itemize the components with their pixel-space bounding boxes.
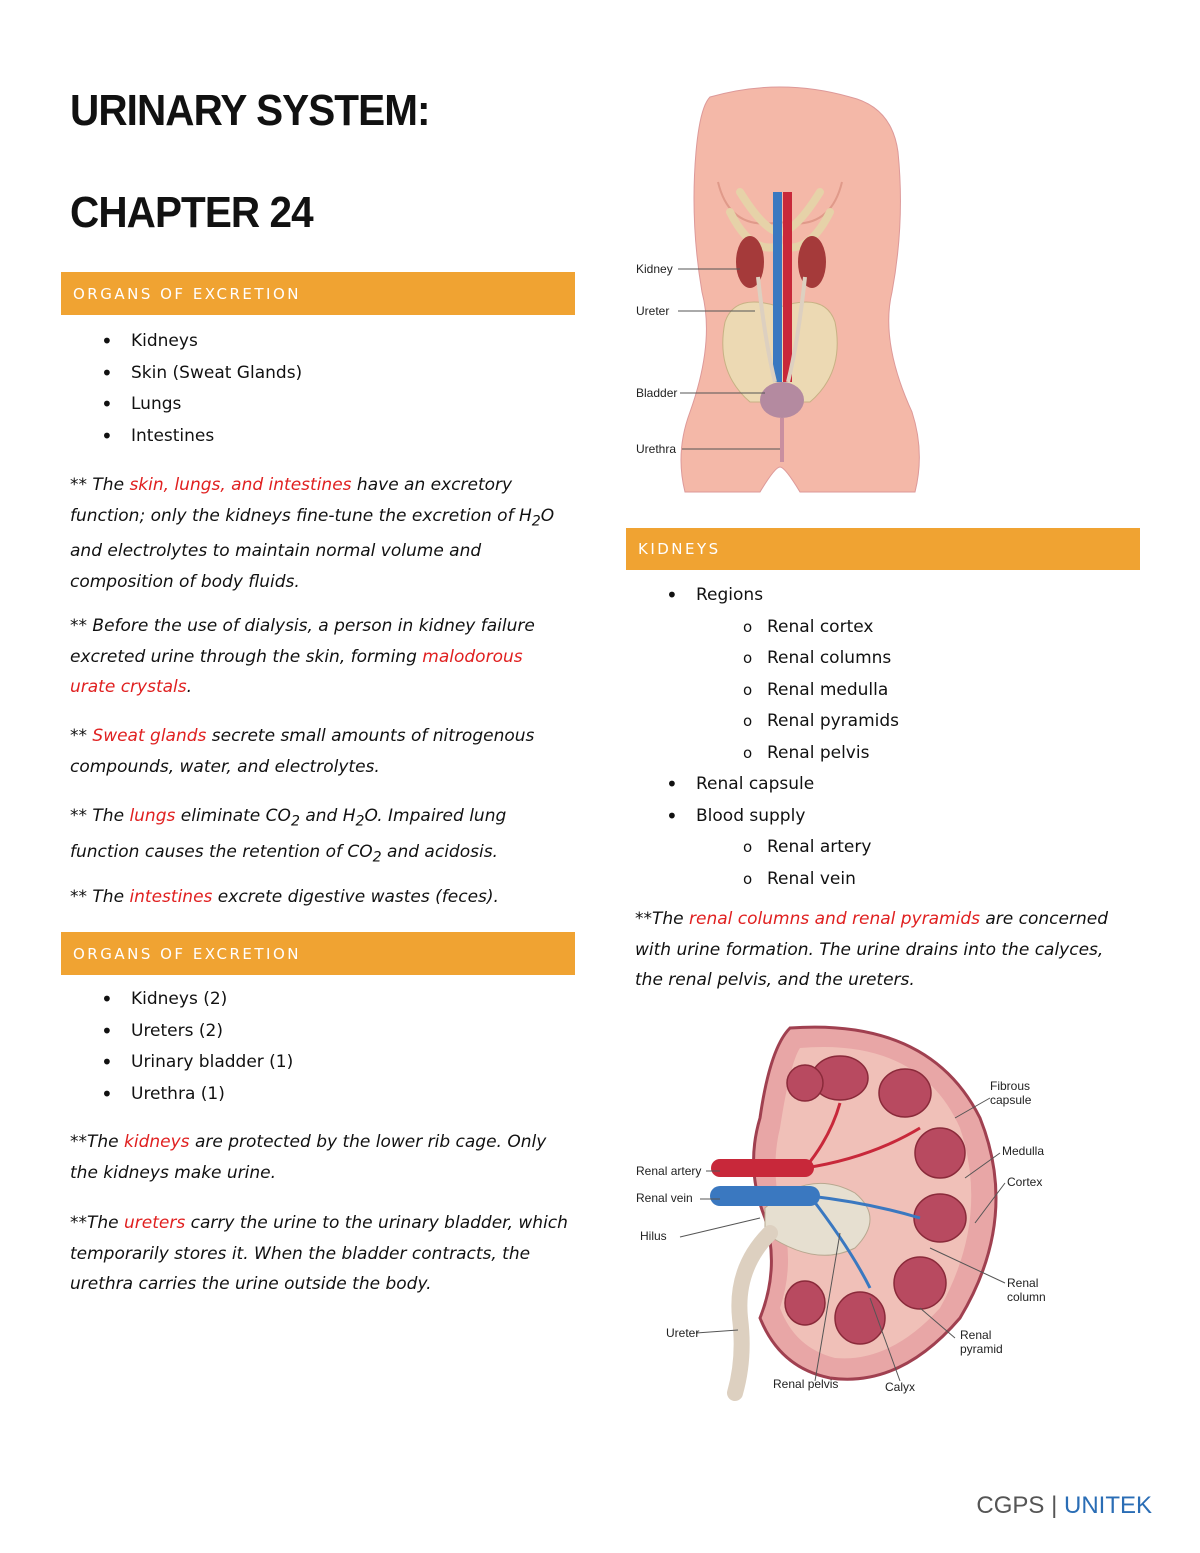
urinary-system-illustration bbox=[630, 82, 930, 497]
list-item: • Lungs bbox=[61, 389, 302, 421]
label-medulla: Medulla bbox=[1002, 1144, 1045, 1158]
label-bladder: Bladder bbox=[636, 386, 678, 400]
footer-unitek: UNITEK bbox=[1063, 1492, 1152, 1519]
list-item: • Skin (Sweat Glands) bbox=[61, 358, 302, 390]
list-item: o Renal pyramids bbox=[626, 706, 899, 738]
section-heading-kidneys: KIDNEYS bbox=[626, 528, 1140, 570]
organs-list-2 bbox=[61, 984, 293, 1110]
list-item: o Renal pelvis bbox=[626, 738, 899, 770]
note-kidneys-protected: **The kidneys are protected by the lower rib cage. Only the kidneys make urine. bbox=[70, 1132, 547, 1183]
list-item: • Ureters (2) bbox=[61, 1016, 293, 1048]
label-ureter: Ureter bbox=[636, 304, 670, 318]
note-intestines: ** The intestines excrete digestive wastes (feces). bbox=[70, 887, 499, 907]
list-item: o Renal columns bbox=[626, 643, 899, 675]
list-item: • Renal capsule bbox=[626, 769, 899, 801]
label-renal-pyramid-1: Renal bbox=[960, 1328, 992, 1342]
note-sweat-glands: ** Sweat glands secrete small amounts of nitrogenous compounds, water, and electrolytes. bbox=[70, 726, 535, 777]
label-renal-vein: Renal vein bbox=[636, 1191, 693, 1205]
label-ureter: Ureter bbox=[666, 1326, 700, 1340]
list-item: o Renal cortex bbox=[626, 612, 899, 644]
kidney-cross-section-illustration bbox=[630, 1018, 1070, 1403]
organs-list-1 bbox=[61, 326, 302, 452]
note-ureters: **The ureters carry the urine to the urinary bladder, which temporarily stores it. When the bladder contracts, the urethra carries the urine outside the body. bbox=[70, 1213, 568, 1294]
label-fibrous-capsule-2: capsule bbox=[990, 1093, 1032, 1107]
list-item: • Blood supply bbox=[626, 801, 899, 833]
list-item: • Urethra (1) bbox=[61, 1079, 293, 1111]
section-heading-organs-excretion-1: ORGANS OF EXCRETION bbox=[61, 272, 575, 315]
list-item: • Regions bbox=[626, 580, 899, 612]
title-line-2: CHAPTER 24 bbox=[70, 188, 313, 237]
list-item: o Renal artery bbox=[626, 832, 899, 864]
label-renal-pelvis: Renal pelvis bbox=[773, 1377, 839, 1391]
list-item: • Intestines bbox=[61, 421, 302, 453]
label-renal-artery: Renal artery bbox=[636, 1164, 702, 1178]
label-kidney: Kidney bbox=[636, 262, 673, 276]
list-item: • Kidneys (2) bbox=[61, 984, 293, 1016]
list-item: • Kidneys bbox=[61, 326, 302, 358]
label-renal-pyramid-2: pyramid bbox=[960, 1342, 1003, 1356]
note-renal-columns: **The renal columns and renal pyramids are concerned with urine formation. The urine drains into the calyces, the renal pelvis, and the ureters. bbox=[635, 909, 1108, 990]
note-excretory-function: ** The skin, lungs, and intestines have an excretory function; only the kidneys fine-tune the excretion of $H_2O$ and electrolytes to maintain normal volume and composition of body fluids. bbox=[70, 475, 555, 592]
note-lungs: ** The lungs eliminate $CO_2$ and $H_2O$. Impaired lung function causes the retention of $CO_2$ and acidosis. bbox=[70, 806, 507, 866]
footer-brand bbox=[976, 1492, 1152, 1520]
label-fibrous-capsule-1: Fibrous bbox=[990, 1079, 1031, 1093]
title-line-1: URINARY SYSTEM: bbox=[70, 86, 430, 135]
section-heading-organs-excretion-2: ORGANS OF EXCRETION bbox=[61, 932, 575, 975]
list-item: o Renal medulla bbox=[626, 675, 899, 707]
footer-separator: | bbox=[1044, 1492, 1064, 1519]
list-item: • Urinary bladder (1) bbox=[61, 1047, 293, 1079]
label-urethra: Urethra bbox=[636, 442, 677, 456]
label-cortex: Cortex bbox=[1007, 1175, 1043, 1189]
label-calyx: Calyx bbox=[885, 1380, 916, 1394]
kidney-regions-list bbox=[626, 580, 899, 895]
footer-cgps: CGPS bbox=[976, 1492, 1045, 1519]
list-item: o Renal vein bbox=[626, 864, 899, 896]
label-renal-column-2: column bbox=[1007, 1290, 1046, 1304]
label-hilus: Hilus bbox=[640, 1229, 667, 1243]
label-renal-column-1: Renal bbox=[1007, 1276, 1039, 1290]
note-dialysis: ** Before the use of dialysis, a person in kidney failure excreted urine through the skin, forming malodorous urate crystals. bbox=[70, 616, 535, 697]
